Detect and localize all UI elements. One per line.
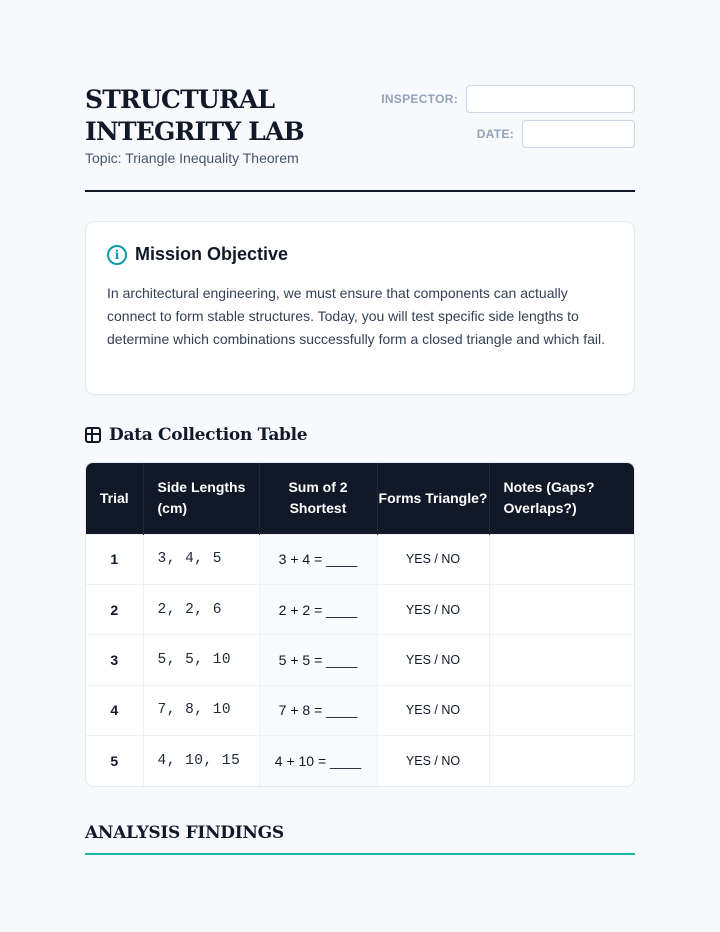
table-header-row	[86, 463, 635, 534]
trial-number: 4	[86, 685, 143, 735]
sum-cell[interactable]: 2 + 2 = ____	[259, 584, 377, 634]
analysis-divider	[85, 853, 635, 855]
page-subtitle: Topic: Triangle Inequality Theorem	[85, 150, 299, 166]
sum-cell[interactable]: 4 + 10 = ____	[259, 736, 377, 786]
table-icon	[85, 427, 101, 443]
column-header-sum: Sum of 2 Shortest	[259, 463, 377, 534]
date-field-row	[477, 120, 635, 148]
column-header-trial: Trial	[86, 463, 143, 534]
data-collection-table	[85, 462, 635, 787]
page-title: STRUCTURAL INTEGRITY LAB	[85, 85, 304, 146]
worksheet-header	[85, 84, 635, 192]
table-row	[86, 584, 635, 634]
sum-cell[interactable]: 7 + 8 = ____	[259, 685, 377, 735]
column-header-notes: Notes (Gaps? Overlaps?)	[489, 463, 635, 534]
notes-cell[interactable]	[489, 635, 635, 685]
analysis-findings-heading: ANALYSIS FINDINGS	[85, 823, 284, 843]
trial-number: 3	[86, 635, 143, 685]
column-header-forms-triangle: Forms Triangle?	[377, 463, 489, 534]
forms-triangle-cell[interactable]: YES / NO	[377, 584, 489, 634]
trial-number: 2	[86, 584, 143, 634]
forms-triangle-cell[interactable]: YES / NO	[377, 685, 489, 735]
side-lengths-cell: 2, 2, 6	[143, 584, 259, 634]
side-lengths-cell: 7, 8, 10	[143, 685, 259, 735]
data-table-header	[85, 425, 307, 445]
inspector-label: INSPECTOR:	[381, 92, 458, 106]
date-input[interactable]	[522, 120, 635, 148]
inspector-input[interactable]	[466, 85, 635, 113]
sum-cell[interactable]: 5 + 5 = ____	[259, 635, 377, 685]
header-divider	[85, 190, 635, 192]
table-row	[86, 635, 635, 685]
side-lengths-cell: 3, 4, 5	[143, 534, 259, 584]
data-table-title: Data Collection Table	[109, 425, 308, 445]
trial-number: 5	[86, 736, 143, 786]
forms-triangle-cell[interactable]: YES / NO	[377, 635, 489, 685]
forms-triangle-cell[interactable]: YES / NO	[377, 534, 489, 584]
inspector-field-row	[381, 85, 635, 113]
notes-cell[interactable]	[489, 534, 635, 584]
column-header-side-lengths: Side Lengths (cm)	[143, 463, 259, 534]
notes-cell[interactable]	[489, 685, 635, 735]
table-row	[86, 736, 635, 786]
trial-number: 1	[86, 534, 143, 584]
side-lengths-cell: 4, 10, 15	[143, 736, 259, 786]
table-row	[86, 685, 635, 735]
mission-header	[107, 244, 288, 265]
date-label: DATE:	[476, 127, 514, 141]
info-icon: i	[107, 245, 127, 265]
side-lengths-cell: 5, 5, 10	[143, 635, 259, 685]
mission-title: Mission Objective	[135, 244, 289, 264]
sum-cell[interactable]: 3 + 4 = ____	[259, 534, 377, 584]
mission-objective-card	[85, 221, 635, 395]
notes-cell[interactable]	[489, 736, 635, 786]
forms-triangle-cell[interactable]: YES / NO	[377, 736, 489, 786]
notes-cell[interactable]	[489, 584, 635, 634]
table-row	[86, 534, 635, 584]
mission-text: In architectural engineering, we must ensure that components can actually connect to form stable structures. Today, you will test specific side lengths to determine which combinations successfully form a closed triangle and which fail.	[107, 285, 606, 347]
